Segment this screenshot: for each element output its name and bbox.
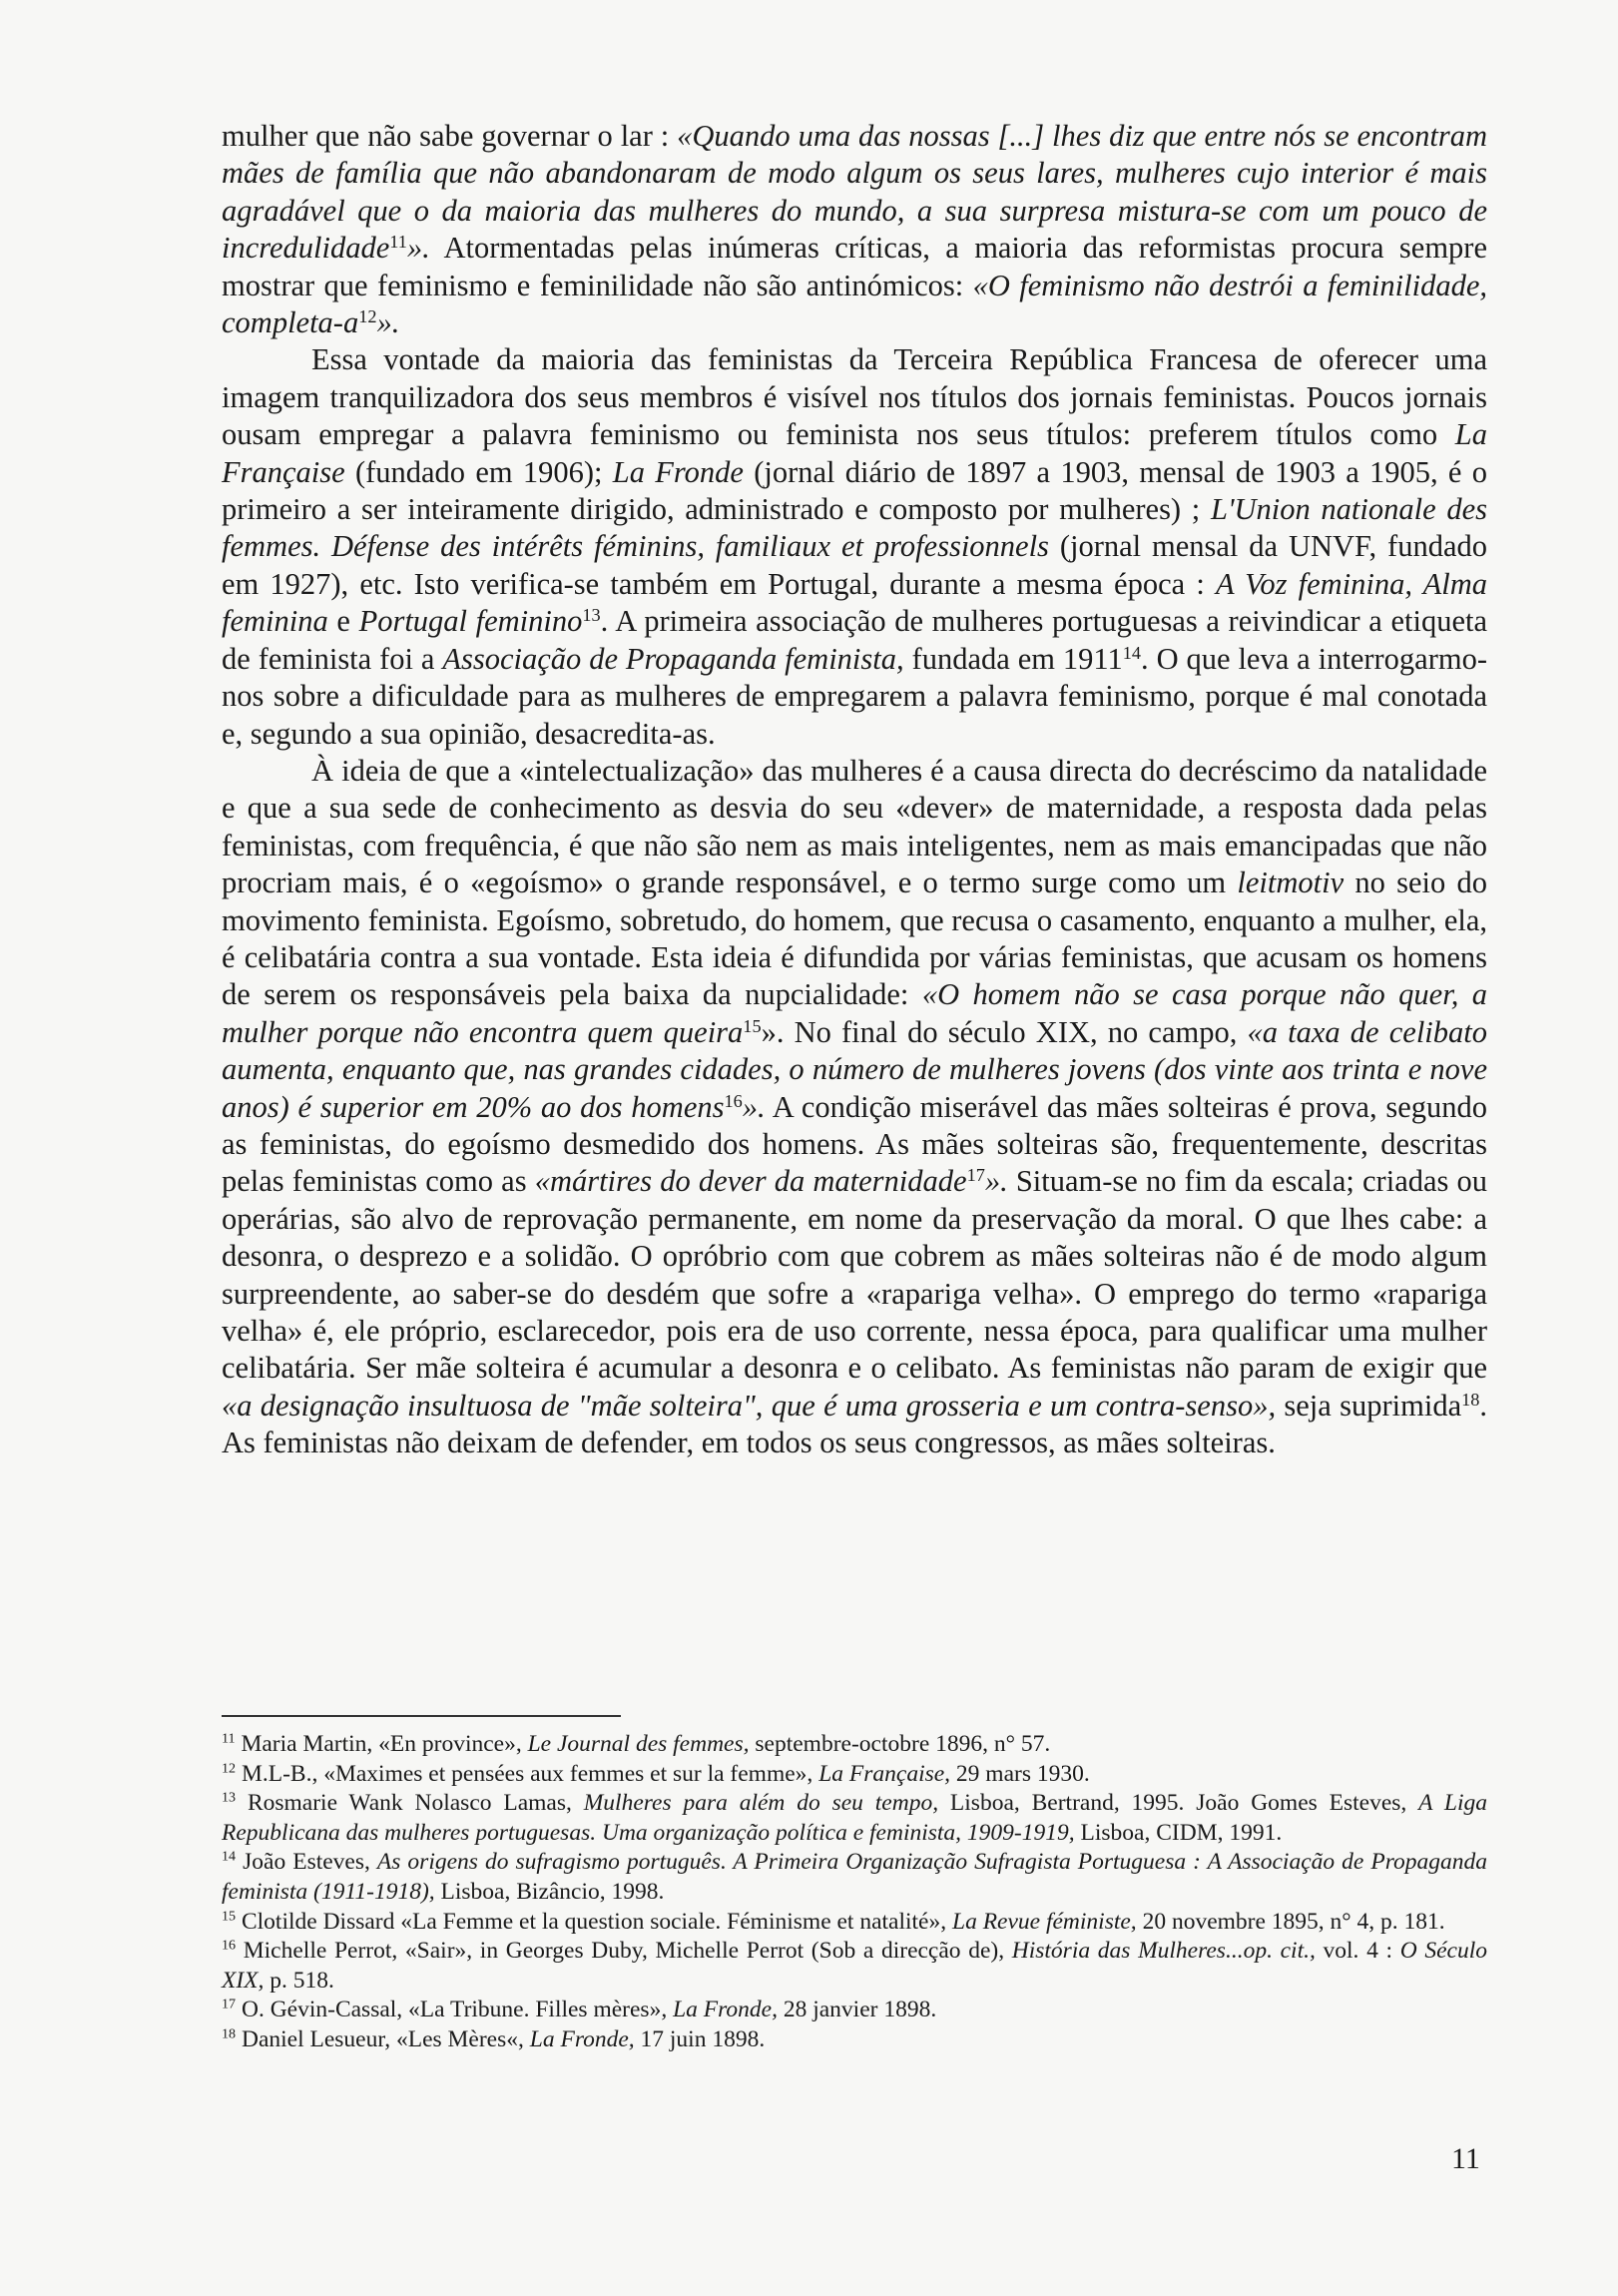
footnote-17 xyxy=(222,1996,1487,2025)
footnote-title: Le Journal des femmes, xyxy=(527,1731,750,1757)
text-run: Essa vontade da maioria das feministas da Terceira República Francesa de oferecer uma imagem tranquilizadora dos seus membros é visível nos títulos dos jornais feministas. Poucos jornais ousam empregar a palavra feminismo ou feminista nos seus títulos: preferem títulos como xyxy=(222,342,1487,452)
footnote-text: M.L-B., «Maximes et pensées aux femmes et sur la femme», xyxy=(236,1760,819,1787)
footnote-15 xyxy=(222,1908,1487,1938)
footnote-13 xyxy=(222,1789,1487,1848)
journal-title: Portugal feminino xyxy=(358,604,583,639)
footnote-divider xyxy=(222,1715,621,1717)
text-run: no seio do movimento feminista. Egoísmo, sobretudo, do homem, que recusa o casamento, enquanto a mulher, ela, é celibatária contra a sua vontade. Esta ideia é difundida por várias feministas, que acusam os homens de serem os responsáveis pela baixa da nupcialidade: xyxy=(222,865,1487,1012)
footnote-title: O Século XIX, xyxy=(222,1938,1487,1994)
footnote-number: 11 xyxy=(222,1730,236,1747)
footnote-title: La Française, xyxy=(818,1760,951,1787)
footnote-text: Lisboa, Bertrand, 1995. João Gomes Esteves, xyxy=(938,1790,1419,1817)
quotation: «mártires do dever da maternidade xyxy=(534,1164,967,1199)
journal-title: La Française xyxy=(222,417,1487,489)
quotation: «a taxa de celibato aumenta, enquanto que, nas grandes cidades, o número de mulheres jovens (dos vinte aos trinta e nove anos) é superior em 20% ao dos homens xyxy=(222,1014,1487,1124)
footnote-12 xyxy=(222,1760,1487,1790)
footnotes xyxy=(222,1730,1487,2055)
footnote-text: Maria Martin, «En province», xyxy=(235,1731,528,1757)
footnote-ref-17: 17 xyxy=(966,1165,985,1186)
footnote-text: Michelle Perrot, «Sair», in Georges Duby, Michelle Perrot (Sob a direcção de), xyxy=(236,1938,1012,1965)
paragraph-2 xyxy=(222,341,1487,752)
footnote-number: 16 xyxy=(222,1937,237,1954)
footnote-text: p. 518. xyxy=(264,1967,334,1994)
footnote-ref-16: 16 xyxy=(724,1090,743,1111)
footnote-text: O. Gévin-Cassal, «La Tribune. Filles mères», xyxy=(236,1997,674,2023)
footnote-18 xyxy=(222,2025,1487,2055)
footnote-ref-12: 12 xyxy=(358,305,377,326)
text-run: (jornal diário de 1897 a 1903, mensal de 1903 a 1905, é o primeiro a ser inteiramente dirigido, administrado e composto por mulheres) ; xyxy=(222,454,1487,527)
quotation: «O homem não se casa porque não quer, a mulher porque não encontra quem queira xyxy=(222,977,1487,1049)
footnote-text: 20 novembre 1895, n° 4, p. 181. xyxy=(1136,1908,1445,1935)
text-run: mulher que não sabe governar o lar : xyxy=(222,119,678,153)
footnote-number: 12 xyxy=(222,1760,237,1777)
footnote-title: La Fronde, xyxy=(673,1997,778,2023)
text-run: . O que leva a interrogarmo-nos sobre a dificuldade para as mulheres de empregarem a palavra feminismo, porque é mal conotada e, segundo a sua opinião, desacredita-as. xyxy=(222,641,1487,751)
footnote-ref-13: 13 xyxy=(582,605,601,626)
emphasis: leitmotiv xyxy=(1237,865,1345,900)
footnote-text: 28 janvier 1898. xyxy=(777,1997,937,2023)
journal-title: L'Union nationale des femmes. Défense des intérêts féminins, familiaux et professionnels xyxy=(222,492,1487,564)
text-run: . A primeira associação de mulheres portuguesas a reivindicar a etiqueta de feminista foi a xyxy=(222,604,1487,676)
quotation: «a designação insultuosa de "mãe solteira", que é uma grosseria e um contra-senso», xyxy=(222,1388,1277,1423)
footnote-ref-11: 11 xyxy=(389,232,407,253)
quotation-end: ». xyxy=(406,231,430,266)
text-run: (fundado em 1906); xyxy=(344,454,613,489)
footnote-text: Lisboa, CIDM, 1991. xyxy=(1074,1819,1283,1846)
text-run: seja suprimida xyxy=(1276,1388,1462,1423)
footnote-ref-18: 18 xyxy=(1461,1389,1480,1410)
footnote-number: 17 xyxy=(222,1996,237,2012)
journal-title: La Fronde xyxy=(612,454,744,489)
footnote-text: 29 mars 1930. xyxy=(950,1760,1090,1787)
footnote-text: Daniel Lesueur, «Les Mères«, xyxy=(236,2025,530,2052)
quotation-end: ». xyxy=(376,305,400,340)
footnote-number: 15 xyxy=(222,1908,237,1925)
footnote-text: João Esteves, xyxy=(236,1849,377,1876)
quotation-end: ». xyxy=(742,1089,766,1124)
footnote-title: Mulheres para além do seu tempo, xyxy=(583,1790,939,1817)
text-run: À ideia de que a «intelectualização» das mulheres é a causa directa do decréscimo da natalidade e que a sua sede de conhecimento as desvia do seu «dever» de maternidade, a resposta dada pelas feministas, com frequência, é que não são nem as mais inteligentes, nem as mais emancipadas que não procriam mais, é o «egoísmo» o grande responsável, e o termo surge como um xyxy=(222,753,1487,900)
footnote-16 xyxy=(222,1937,1487,1996)
page-number: 11 xyxy=(1451,2142,1480,2175)
association-name: Associação de Propaganda feminista, xyxy=(442,641,904,676)
footnote-number: 18 xyxy=(222,2025,237,2042)
text-run: Situam-se no fim da escala; criadas ou operárias, são alvo de reprovação permanente, em nome da preservação da moral. O que lhes cabe: a desonra, o desprezo e a solidão. O opróbrio com que cobrem as mães solteiras não é de modo algum surpreendente, ao saber-se do desdém que sofre a «rapariga velha». O emprego do termo «rapariga velha» é, ele próprio, esclarecedor, pois era de uso corrente, nessa época, para qualificar uma mulher celibatária. Ser mãe solteira é acumular a desonra e o celibato. As feministas não param de exigir que xyxy=(222,1164,1488,1386)
quotation: «O feminismo não destrói a feminilidade, completa-a xyxy=(222,268,1487,340)
paragraph-1 xyxy=(222,118,1487,341)
text-run: fundada em 1911 xyxy=(903,641,1123,676)
footnote-text: Lisboa, Bizâncio, 1998. xyxy=(434,1878,665,1905)
footnote-ref-14: 14 xyxy=(1122,642,1142,663)
journal-title: A Voz feminina, Alma feminina xyxy=(222,566,1487,639)
footnote-number: 13 xyxy=(222,1789,237,1806)
footnote-text: Rosmarie Wank Nolasco Lamas, xyxy=(236,1790,584,1817)
footnote-11 xyxy=(222,1730,1487,1760)
footnote-title: A Liga Republicana das mulheres portuguesas. Uma organização política e feminista, 1909-1919, xyxy=(222,1790,1488,1846)
footnote-ref-15: 15 xyxy=(743,1015,762,1036)
text-run: . As feministas não deixam de defender, em todos os seus congressos, as mães solteiras. xyxy=(222,1388,1488,1460)
text-run: A condição miserável das mães solteiras é prova, segundo as feministas, do egoísmo desmedido dos homens. As mães solteiras são, frequentemente, descritas pelas feministas como as xyxy=(222,1089,1487,1199)
footnote-title: As origens do sufragismo português. A Primeira Organização Sufragista Portuguesa : A Associação de Propaganda feminista (1911-1918), xyxy=(222,1849,1487,1905)
footnote-number: 14 xyxy=(222,1848,237,1865)
footnote-title: História das Mulheres...op. cit., xyxy=(1011,1938,1316,1965)
footnote-title: La Revue féministe, xyxy=(952,1908,1137,1935)
text-run: Atormentadas pelas inúmeras críticas, a maioria das reformistas procura sempre mostrar que feminismo e feminilidade não são antinómicos: xyxy=(222,231,1487,302)
footnote-text: vol. 4 : xyxy=(1315,1938,1400,1965)
text-run: e xyxy=(327,604,359,639)
footnote-text: Clotilde Dissard «La Femme et la question sociale. Féminisme et natalité», xyxy=(236,1908,952,1935)
footnote-title: La Fronde, xyxy=(529,2025,635,2052)
body-text xyxy=(222,118,1487,1462)
text-run: (jornal mensal da UNVF, fundado em 1927), etc. Isto verifica-se também em Portugal, durante a mesma época : xyxy=(222,529,1487,601)
footnote-text: 17 juin 1898. xyxy=(634,2025,766,2052)
paragraph-3 xyxy=(222,753,1487,1462)
quotation: «Quando uma das nossas [...] lhes diz que entre nós se encontram mães de família que não abandonaram de modo algum os seus lares, mulheres cujo interior é mais agradável que o da maioria das mulheres do mundo, a sua surpresa mistura-se com um pouco de incredulidade xyxy=(222,119,1487,266)
text-run: ». No final do século XIX, no campo, xyxy=(761,1014,1248,1049)
footnote-14 xyxy=(222,1848,1487,1907)
footnote-text: septembre-octobre 1896, n° 57. xyxy=(749,1731,1051,1757)
quotation-end: ». xyxy=(984,1164,1008,1199)
